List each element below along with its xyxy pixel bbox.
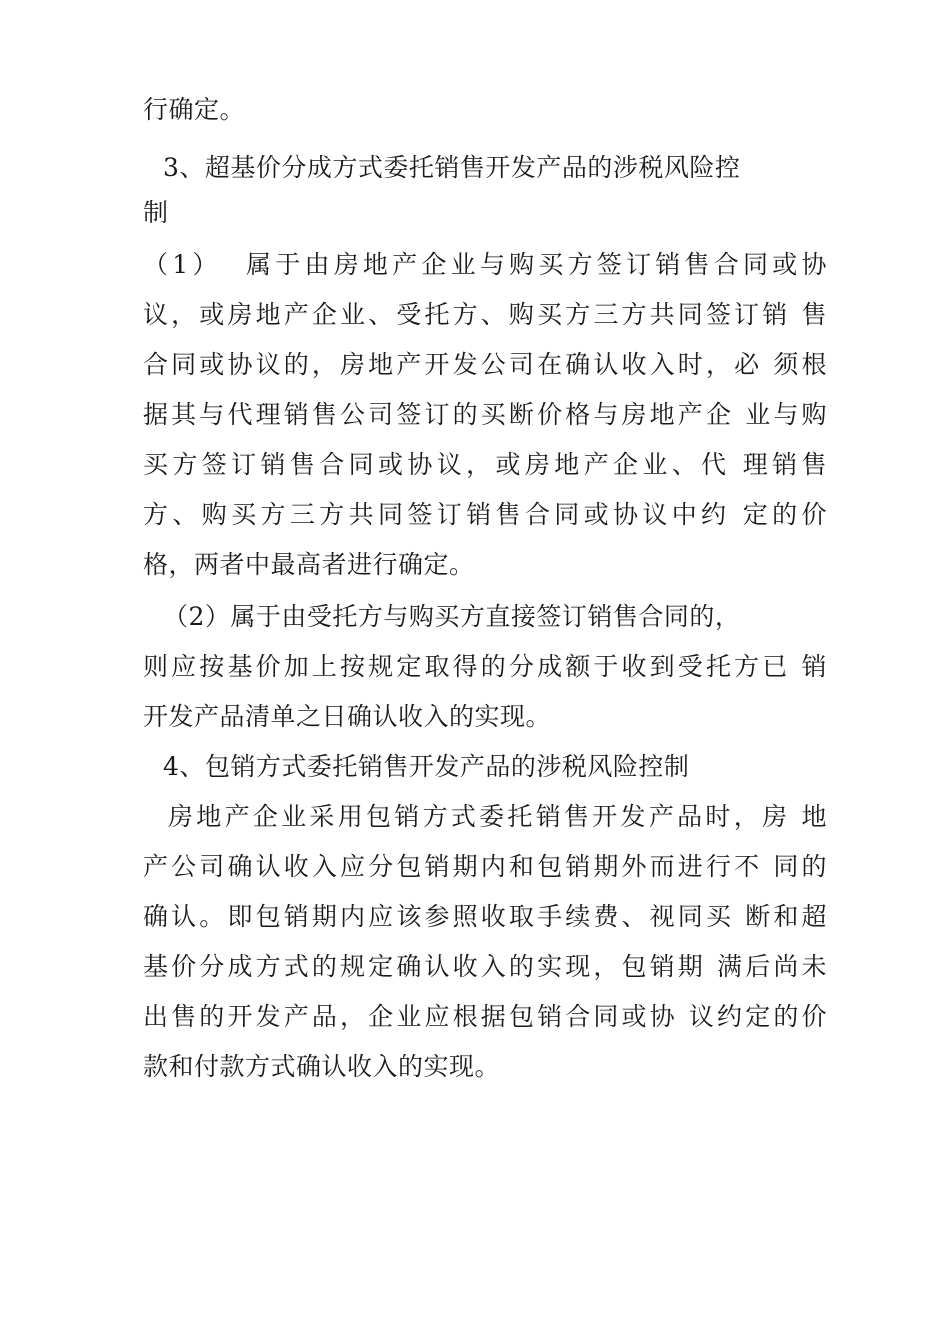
section-heading-3: 3、超基价分成方式委托销售开发产品的涉税风险控: [163, 153, 741, 182]
section-heading-4: 4、包销方式委托销售开发产品的涉税风险控制: [163, 752, 690, 781]
text-line: 行确定。: [143, 95, 246, 124]
text-line: 方、购买方三方共同签订销售合同或协议中约 定的价: [143, 500, 827, 529]
text-line: 确认。即包销期内应该参照收取手续费、视同买 断和超: [143, 902, 827, 931]
text-line: 格，两者中最高者进行确定。: [143, 550, 475, 579]
text-line: 议，或房地产企业、受托方、购买方三方共同签订销 售: [143, 300, 827, 329]
text-line: 开发产品清单之日确认收入的实现。: [143, 702, 552, 731]
text-line: 房地产企业采用包销方式委托销售开发产品时，房 地: [168, 802, 827, 831]
text-line: 款和付款方式确认收入的实现。: [143, 1052, 501, 1081]
text-line: （2）属于由受托方与购买方直接签订销售合同的，: [163, 602, 741, 631]
section-heading-3-cont: 制: [143, 198, 169, 227]
text-line: 买方签订销售合同或协议，或房地产企业、代 理销售: [143, 450, 827, 479]
text-line: 基价分成方式的规定确认收入的实现，包销期 满后尚未: [143, 952, 827, 981]
text-line: 据其与代理销售公司签订的买断价格与房地产企 业与购: [143, 400, 827, 429]
text-line: 产公司确认收入应分包销期内和包销期外而进行不 同的: [143, 852, 827, 881]
text-line: （1） 属于由房地产企业与购买方签订销售合同或协: [143, 250, 827, 279]
text-line: 出售的开发产品，企业应根据包销合同或协 议约定的价: [143, 1002, 827, 1031]
text-line: 则应按基价加上按规定取得的分成额于收到受托方已 销: [143, 652, 827, 681]
text-line: 合同或协议的，房地产开发公司在确认收入时，必 须根: [143, 350, 827, 379]
